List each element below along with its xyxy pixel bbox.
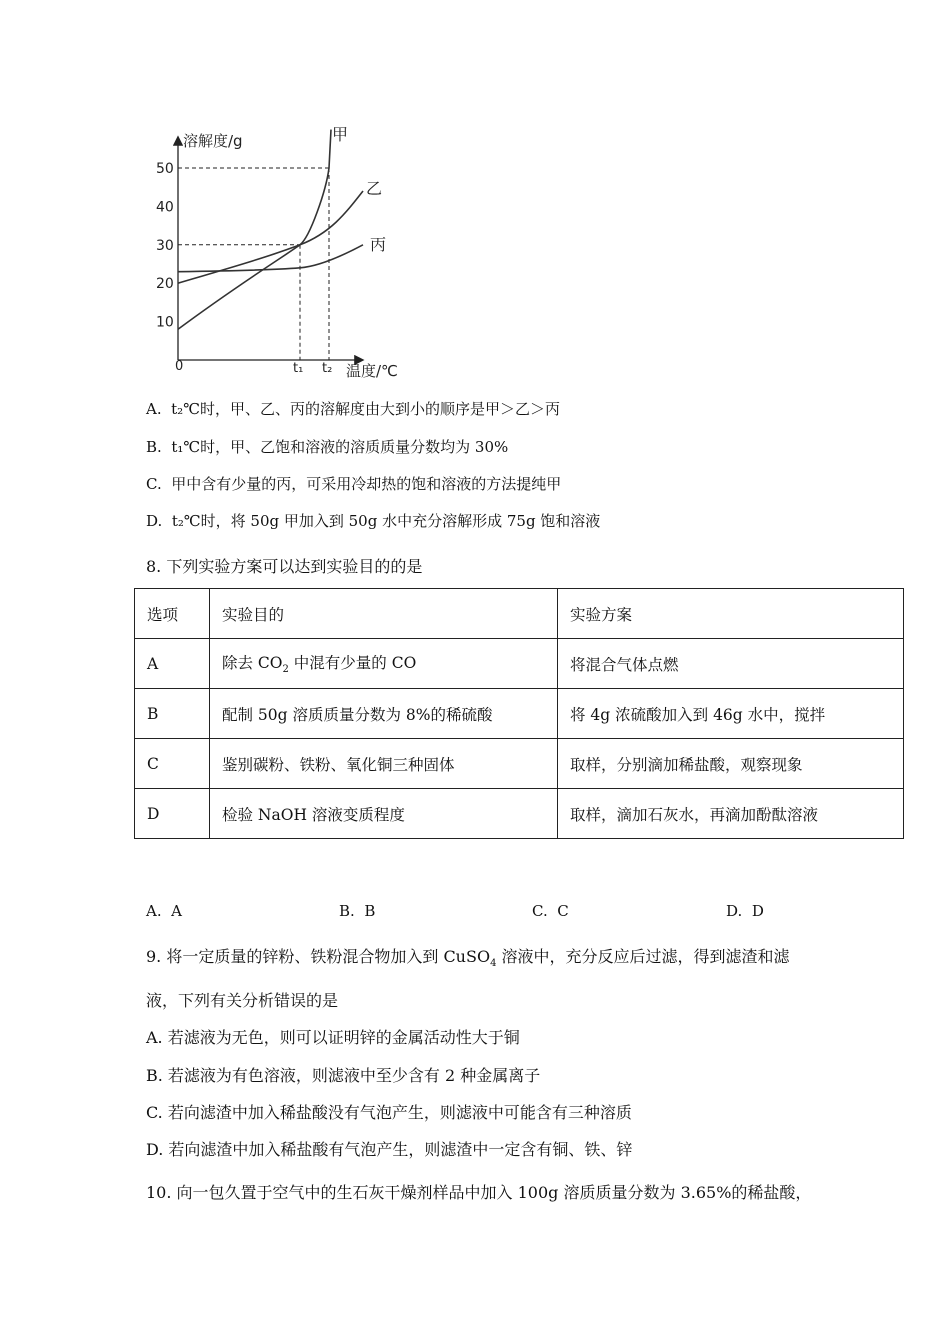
row-plan: 取样，滴加石灰水，再滴加酚酞溶液 bbox=[558, 789, 904, 839]
origin-label: 0 bbox=[175, 359, 184, 374]
experiment-table bbox=[134, 588, 904, 839]
q10-stem: 10. 向一包久置于空气中的生石灰干燥剂样品中加入 100g 溶质质量分数为 3.65%的稀盐酸， bbox=[146, 1183, 812, 1202]
row-plan: 取样，分别滴加稀盐酸，观察现象 bbox=[558, 739, 904, 789]
row-purpose: 除去 $CO_2$ 中混有少量的 CO bbox=[210, 639, 558, 689]
series-label-bing: 丙 bbox=[370, 235, 387, 254]
header-option: 选项 bbox=[135, 589, 210, 639]
q7-option-d: D. t₂℃时，将 50g 甲加入到 50g 水中充分溶解形成 75g 饱和溶液 bbox=[146, 512, 601, 530]
ytick-label: 20 bbox=[156, 276, 174, 293]
y-axis-label: 溶解度/g bbox=[183, 132, 243, 150]
q9-option-c: C. 若向滤渣中加入稀盐酸没有气泡产生，则滤液中可能含有三种溶质 bbox=[146, 1103, 632, 1122]
series-label-jia: 甲 bbox=[332, 125, 349, 144]
q8-answer-a: A. A bbox=[146, 902, 182, 920]
q8-answer-b: B. B bbox=[339, 902, 376, 920]
row-plan: 将混合气体点燃 bbox=[558, 639, 904, 689]
q7-option-b: B. t₁℃时，甲、乙饱和溶液的溶质质量分数均为 30% bbox=[146, 438, 509, 456]
x-axis-label: 温度/℃ bbox=[346, 362, 398, 380]
xtick-t2: t₂ bbox=[322, 361, 333, 376]
table-header-row bbox=[135, 589, 904, 639]
q9-option-b: B. 若滤液为有色溶液，则滤液中至少含有 2 种金属离子 bbox=[146, 1066, 541, 1085]
q8-answer-c: C. C bbox=[532, 902, 569, 920]
curve-bing bbox=[178, 245, 363, 272]
row-option: C bbox=[135, 739, 210, 789]
row-purpose: 鉴别碳粉、铁粉、氧化铜三种固体 bbox=[210, 739, 558, 789]
ytick-label: 40 bbox=[156, 199, 174, 216]
series-label-yi: 乙 bbox=[366, 179, 383, 198]
q9-option-d: D. 若向滤渣中加入稀盐酸有气泡产生，则滤渣中一定含有铜、铁、锌 bbox=[146, 1140, 633, 1159]
row-option: A bbox=[135, 639, 210, 689]
ytick-label: 10 bbox=[156, 314, 174, 331]
row-purpose: 检验 NaOH 溶液变质程度 bbox=[210, 789, 558, 839]
table-row bbox=[135, 789, 904, 839]
solubility-chart bbox=[140, 120, 430, 385]
q9-stem-line1: 9. 将一定质量的锌粉、铁粉混合物加入到 CuSO$_4$ 溶液中，充分反应后过滤，得到滤渣和滤 bbox=[146, 947, 790, 970]
table-row bbox=[135, 739, 904, 789]
header-plan: 实验方案 bbox=[558, 589, 904, 639]
q7-option-c: C. 甲中含有少量的丙，可采用冷却热的饱和溶液的方法提纯甲 bbox=[146, 475, 562, 493]
q7-option-a: A. t₂℃时，甲、乙、丙的溶解度由大到小的顺序是甲＞乙＞丙 bbox=[146, 400, 560, 418]
xtick-t1: t₁ bbox=[293, 361, 304, 376]
header-purpose: 实验目的 bbox=[210, 589, 558, 639]
q8-stem: 8. 下列实验方案可以达到实验目的的是 bbox=[146, 557, 423, 576]
q8-answer-d: D. D bbox=[726, 902, 764, 920]
row-option: B bbox=[135, 689, 210, 739]
ytick-label: 30 bbox=[156, 237, 174, 254]
row-purpose: 配制 50g 溶质质量分数为 8%的稀硫酸 bbox=[210, 689, 558, 739]
q9-option-a: A. 若滤液为无色，则可以证明锌的金属活动性大于铜 bbox=[146, 1028, 520, 1047]
q9-stem-line2: 液，下列有关分析错误的是 bbox=[146, 991, 339, 1010]
table-row bbox=[135, 639, 904, 689]
ytick-label: 50 bbox=[156, 161, 174, 177]
curve-jia bbox=[178, 130, 331, 330]
row-option: D bbox=[135, 789, 210, 839]
row-plan: 将 4g 浓硫酸加入到 46g 水中，搅拌 bbox=[558, 689, 904, 739]
table-row bbox=[135, 689, 904, 739]
